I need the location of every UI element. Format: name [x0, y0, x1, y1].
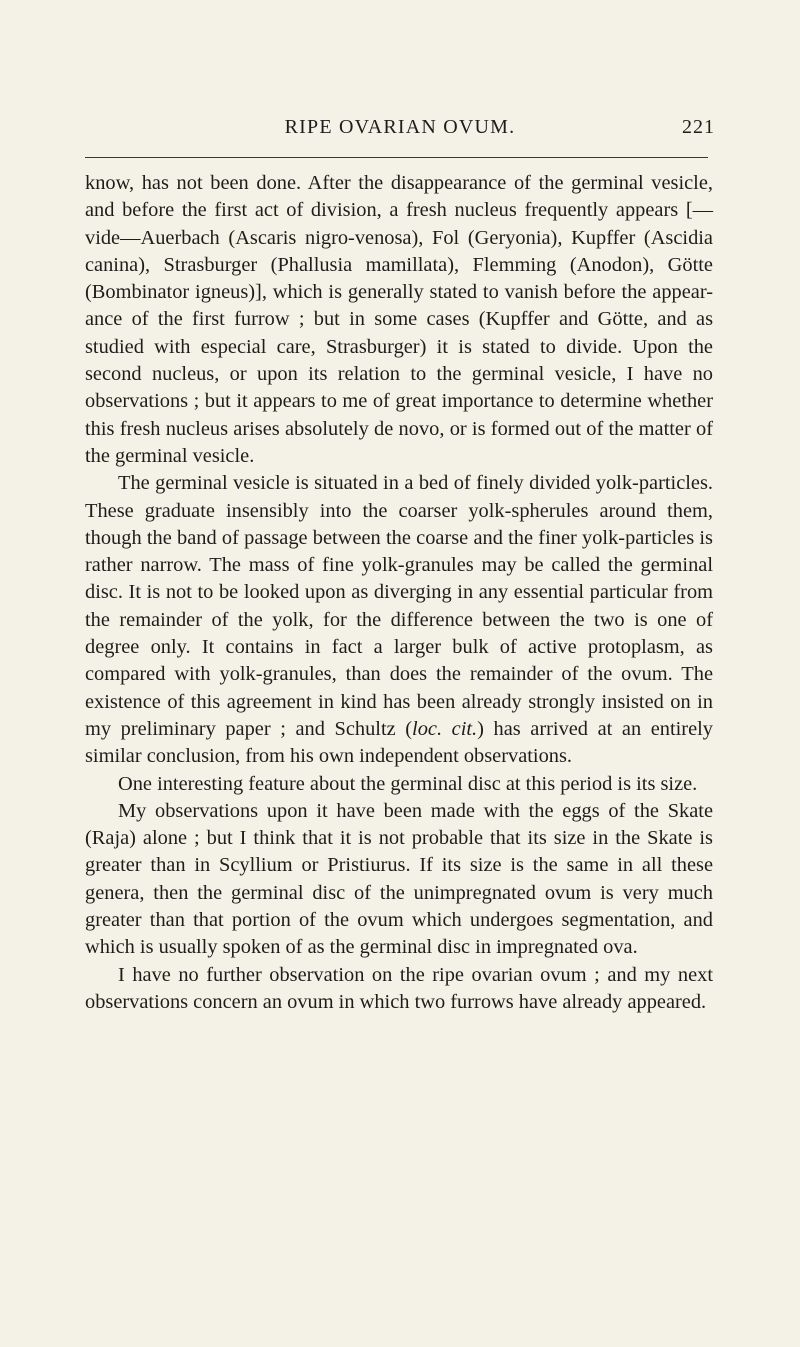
- paragraph-size-feature: One interesting feature about the germinal disc at this period is its size.: [118, 772, 698, 795]
- paragraph-germinal-disc: [85, 470, 713, 770]
- citation-italic: loc. cit.: [412, 717, 478, 740]
- body-text: [85, 170, 713, 1016]
- paragraph-continuation: know, has not been done. After the disappearance of the germinal vesicle, and before the first act of division, a fresh nucleus frequently appears [—vide—Auerbach (Ascaris nigro-venosa), Fol (Geryonia), Kupffer (Ascidia canina), Strasburger (Phallusia mamillata), Flemming (Anodon), Götte (Bombinator igneus)], which is generally stated to vanish before the appear-ance of the first furrow ; but in some cases (Kupffer and Götte, and as studied with especial care, Strasburger) it is stated to divide. Upon the second nucleus, or upon its relation to the germinal vesicle, I have no observations ; but it appears to me of great importance to determine whether this fresh nucleus arises absolutely de novo, or is formed out of the matter of the germinal vesicle.: [85, 172, 713, 467]
- paragraph-closing: I have no further observation on the ripe ovarian ovum ; and my next observations concern an ovum in which two furrows have already appeared.: [85, 963, 713, 1013]
- paragraph-skate-observations: My observations upon it have been made with the eggs of the Skate (Raja) alone ; but I think that it is not probable that its size in the Skate is greater than in Scyllium or Pristiurus. If its size is the same in all these genera, then the germinal disc of the unimpregnated ovum is very much greater than that portion of the ovum which undergoes segmentation, and which is usually spoken of as the germinal disc in impregnated ova.: [85, 799, 713, 959]
- header-rule: [85, 157, 708, 158]
- paragraph-text-after: ) has arrived at an entirely similar conclusion, from his own independent observations.: [85, 717, 714, 768]
- page-number: 221: [682, 116, 715, 138]
- running-title: RIPE OVARIAN OVUM.: [284, 116, 516, 138]
- running-head: [0, 114, 800, 144]
- paragraph-text: The germinal vesicle is situated in a bed of finely divided yolk-particles. These graduate insensibly into the coarser yolk-spherules around them, though the band of passage between the coarse and the finer yolk-particles is rather narrow. The mass of fine yolk-granules may be called the germinal disc. It is not to be looked upon as diverging in any essential particular from the remainder of the yolk, for the difference between the two is one of degree only. It contains in fact a larger bulk of active protoplasm, as compared with yolk-granules, than does the remainder of the ovum. The existence of this agreement in kind has been already strongly insisted on in my preliminary paper ; and Schultz (: [85, 472, 713, 740]
